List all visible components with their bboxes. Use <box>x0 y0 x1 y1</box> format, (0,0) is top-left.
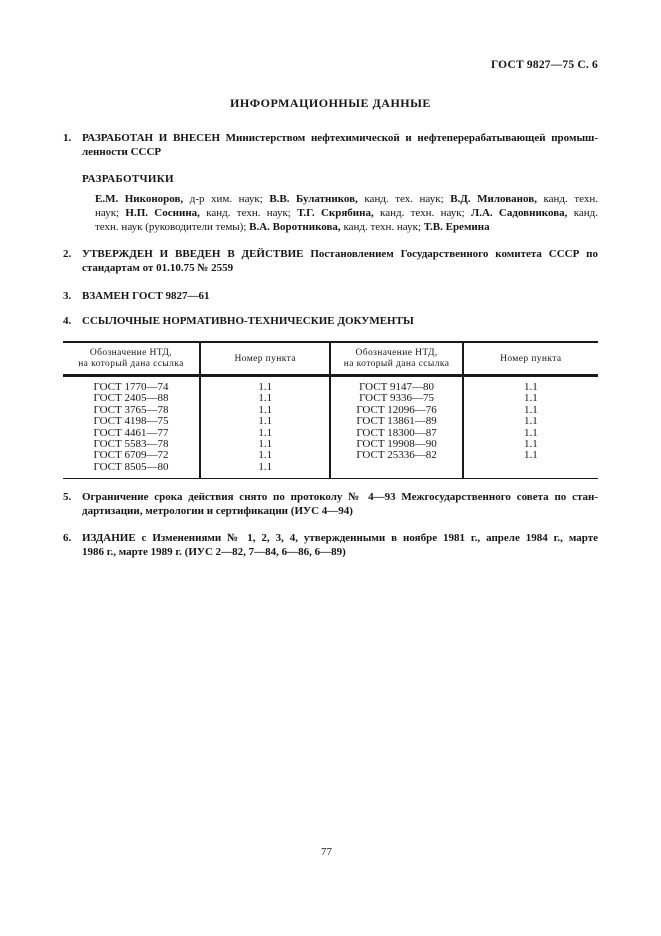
developer-name: Е.М. Никоноров, <box>95 193 184 205</box>
table-cell: 1.1 <box>200 439 331 450</box>
table-row <box>63 376 598 394</box>
developers-line <box>95 220 598 234</box>
list-item-1 <box>63 131 598 159</box>
list-item-6 <box>63 531 598 559</box>
item-text <box>82 314 598 328</box>
developer-name: В.А. Воротникова, <box>249 221 341 233</box>
list-item-4 <box>63 314 598 328</box>
table-cell <box>330 462 462 479</box>
developers-line <box>95 192 598 206</box>
developer-name: Н.П. Соснина, <box>125 207 200 219</box>
table-cell: ГОСТ 5583—78 <box>93 438 169 451</box>
item-number: 3. <box>63 290 72 302</box>
developer-name: Т.В. Еремина <box>423 221 490 233</box>
item-number: 5. <box>63 491 72 504</box>
table-cell <box>463 462 598 479</box>
table-cell: ГОСТ 3765—78 <box>93 403 169 416</box>
list-item-2 <box>63 247 598 275</box>
table-cell: ГОСТ 9336—75 <box>330 393 462 404</box>
item-number: 1. <box>63 132 72 144</box>
col-header-ntd-left <box>63 342 200 376</box>
col-header-clause-left <box>200 342 331 376</box>
page-content <box>63 0 598 559</box>
reference-table <box>63 341 598 479</box>
table-cell: 1.1 <box>463 428 598 439</box>
col-header-line: Номер пункта <box>234 353 296 364</box>
item-number: 6. <box>63 532 72 545</box>
table-cell: 1.1 <box>200 450 331 461</box>
table-cell: 1.1 <box>463 376 598 394</box>
table-cell: ГОСТ 2405—88 <box>93 392 169 405</box>
item-line: стандартам от 01.10.75 № 2559 <box>82 262 234 274</box>
developer-degree: д-р хим. наук; <box>183 193 270 205</box>
developer-degree: канд. техн. наук; <box>199 207 298 219</box>
page-number: 77 <box>321 846 332 858</box>
table-cell: ГОСТ 8505—80 <box>93 460 169 473</box>
developer-degree: канд. техн. <box>536 193 598 205</box>
list-item-3 <box>63 289 598 303</box>
table-cell: ГОСТ 12096—76 <box>330 405 462 416</box>
table-row <box>63 462 598 479</box>
list-item-5 <box>63 490 598 518</box>
developer-degree: канд. техн. наук; <box>373 207 471 219</box>
developer-degree: наук; <box>95 207 126 219</box>
table-cell: 1.1 <box>463 393 598 404</box>
table-cell: ГОСТ 9147—80 <box>330 376 462 394</box>
table-cell: ГОСТ 18300—87 <box>330 428 462 439</box>
item-line: дартизации, метрологии и сертификации (ИУС 4—94) <box>82 505 353 518</box>
item-text <box>82 490 598 518</box>
item-line: ВЗАМЕН ГОСТ 9827—61 <box>82 290 210 302</box>
table-cell: 1.1 <box>200 462 331 479</box>
table-cell: 1.1 <box>463 450 598 461</box>
item-line: Ограничение срока действия снято по протоколу № 4—93 Межгосударственного совета по стан- <box>82 491 598 504</box>
developer-degree: техн. наук (руководители темы); <box>95 221 250 233</box>
item-text <box>82 247 598 275</box>
developer-degree: канд. тех. наук; <box>357 193 451 205</box>
item-line: ССЫЛОЧНЫЕ НОРМАТИВНО-ТЕХНИЧЕСКИЕ ДОКУМЕНТЫ <box>82 315 414 327</box>
col-header-line: Обозначение НТД, <box>355 348 438 358</box>
table-cell: 1.1 <box>463 405 598 416</box>
developer-name: Л.А. Садовникова, <box>471 207 568 219</box>
col-header-line: на который дана ссылка <box>78 359 184 369</box>
item-line: ленности СССР <box>82 146 162 158</box>
table-cell: 1.1 <box>463 439 598 450</box>
developers-line <box>95 206 598 220</box>
item-line: ИЗДАНИЕ с Изменениями № 1, 2, 3, 4, утвержденными в ноябре 1981 г., апреле 1984 г., марте <box>82 532 598 545</box>
table-cell: 1.1 <box>200 428 331 439</box>
col-header-line: Номер пункта <box>500 353 562 364</box>
table-cell: ГОСТ 4461—77 <box>93 426 169 439</box>
item-line: УТВЕРЖДЕН И ВВЕДЕН В ДЕЙСТВИЕ Постановлением Государственного комитета СССР по <box>82 248 598 260</box>
developer-degree: канд. <box>567 207 598 219</box>
table-cell: ГОСТ 25336—82 <box>330 450 462 461</box>
table-cell: 1.1 <box>200 416 331 427</box>
table-cell: ГОСТ 6709—72 <box>93 449 169 462</box>
table-header-row <box>63 342 598 376</box>
item-line: 1986 г., марте 1989 г. (ИУС 2—82, 7—84, 6—86, 6—89) <box>82 546 346 559</box>
reference-table-body <box>63 376 598 479</box>
table-cell: ГОСТ 4198—75 <box>93 415 169 428</box>
item-text <box>82 131 598 159</box>
item-line: РАЗРАБОТАН И ВНЕСЕН Министерством нефтехимической и нефтеперерабатывающей промыш- <box>82 132 598 144</box>
table-cell: ГОСТ 1770—74 <box>93 381 169 393</box>
table-cell: 1.1 <box>200 393 331 404</box>
page-title: ИНФОРМАЦИОННЫЕ ДАННЫЕ <box>230 96 431 110</box>
developer-name: В.Д. Милованов, <box>450 193 537 205</box>
item-text <box>82 531 598 559</box>
table-cell: 1.1 <box>463 416 598 427</box>
col-header-clause-right <box>463 342 598 376</box>
reference-table-head <box>63 342 598 376</box>
running-header: ГОСТ 9827—75 С. 6 <box>490 59 598 71</box>
table-cell: ГОСТ 19908—90 <box>330 439 462 450</box>
developers-heading: РАЗРАБОТЧИКИ <box>82 173 174 185</box>
table-cell: 1.1 <box>200 376 331 394</box>
table-row <box>63 416 598 427</box>
table-cell: 1.1 <box>200 405 331 416</box>
item-number: 2. <box>63 248 72 260</box>
col-header-line: Обозначение НТД, <box>89 348 173 358</box>
col-header-ntd-right <box>330 342 462 376</box>
developer-degree: канд. техн. наук; <box>340 221 424 233</box>
developer-name: В.В. Булатников, <box>269 193 358 205</box>
item-number: 4. <box>63 315 72 327</box>
col-header-line: на который дана ссылка <box>343 359 450 369</box>
developer-name: Т.Г. Скрябина, <box>297 207 374 219</box>
table-cell: ГОСТ 13861—89 <box>330 416 462 427</box>
developers-paragraph <box>95 192 598 234</box>
item-text <box>82 289 598 303</box>
